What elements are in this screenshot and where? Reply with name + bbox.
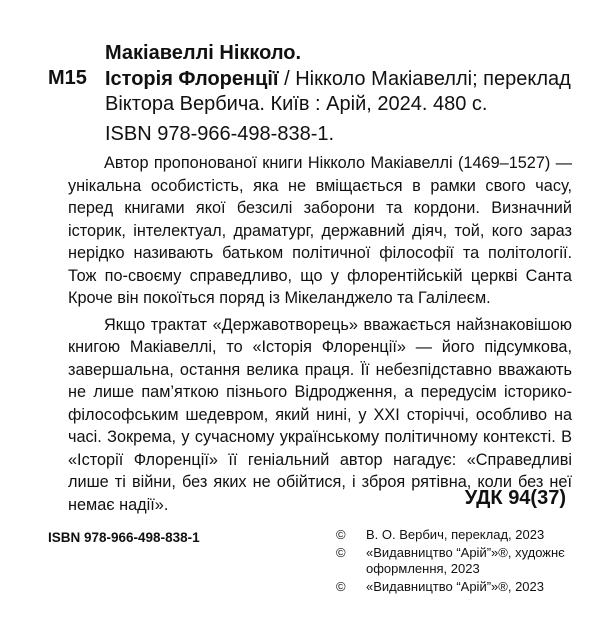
- classification-code: М15: [48, 67, 87, 89]
- copyright-text: «Видавництво “Арій”»®, художнє оформлення, 2023: [366, 544, 565, 576]
- udk-code: УДК 94(37): [464, 487, 566, 509]
- author-heading: Макіавеллі Нікколо.: [105, 42, 302, 64]
- annotation-paragraph: Якщо трактат «Державотворець» вважається найзнаковішою книгою Макіавеллі, то «Історія Флоренції» — його підсумкова, завершальна, остання велика праця. Її небезпідставно вважають не лише пам’яткою пізнього Відродження, а передусім історико-філософським шедевром, який нині, у XXI сторіччі, особливо на часі. Зокрема, у сучасному українському політичному контексті. В «Історії Флоренції» її геніальний автор нагадує: «Справедливі лише ті війни, без яких не обійтися, і зброя рятівна, коли без неї немає надії».: [68, 315, 572, 514]
- book-title: Історія Флоренції: [105, 68, 279, 90]
- catalog-isbn: ISBN 978-966-498-838-1.: [105, 123, 335, 145]
- copyright-line: [336, 545, 576, 578]
- copyright-notices: [336, 527, 576, 595]
- annotation-paragraph: Автор пропонованої книги Нікколо Макіавеллі (1469–1527) — унікальна особистість, яка не вміщається в рамки свого часу, перед книгами якої безсилі заборони та кордони. Визначний історик, інтелектуал, драматург, державний діяч, той, кого зараз нерідко називають батьком політичної філософії та політології. Тож по-своєму справедливо, що у флорентійській церкві Санта Кроче він покоїться поряд із Мікеланджело та Галілеєм.: [68, 154, 572, 307]
- statement-of-responsibility: / Нікколо Макіавеллі; переклад Віктора Вербича. Київ : Арій, 2024. 480 с.: [105, 68, 571, 115]
- copyright-text: «Видавництво “Арій”»®, 2023: [366, 578, 544, 594]
- copyright-text: В. О. Вербич, переклад, 2023: [366, 527, 545, 542]
- copyright-icon: ©: [336, 578, 346, 594]
- copyright-line: [336, 527, 576, 544]
- copyright-icon: ©: [336, 544, 346, 560]
- annotation: [68, 152, 572, 516]
- copyright-line: [336, 579, 576, 596]
- copyright-icon: ©: [336, 527, 346, 542]
- bibliographic-description: [105, 67, 575, 117]
- isbn-footer: ISBN 978-966-498-838-1: [48, 530, 200, 545]
